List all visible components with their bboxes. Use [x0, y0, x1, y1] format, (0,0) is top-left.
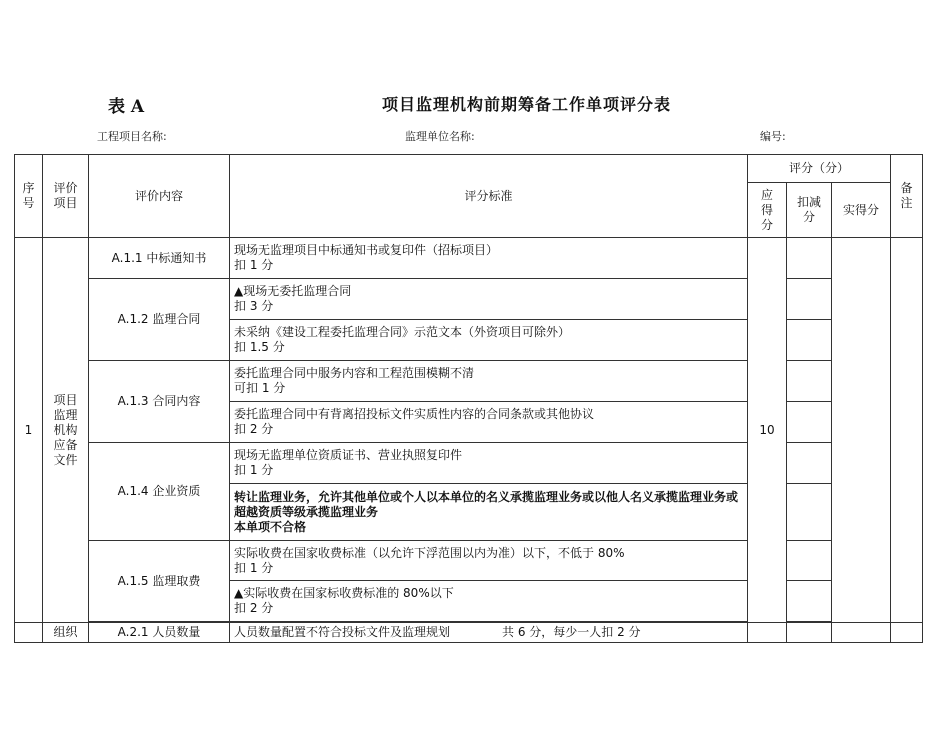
table-row	[15, 623, 923, 643]
supervisor-name-label: 监理单位名称:	[405, 130, 475, 143]
should-score-cell: 10	[748, 238, 787, 623]
col-eval-content: 评价内容	[89, 155, 230, 238]
title-row	[0, 92, 950, 118]
deduct-cell	[787, 402, 832, 443]
deduct-cell	[787, 541, 832, 581]
project-name-label: 工程项目名称:	[97, 130, 167, 143]
item-a13: A.1.3 合同内容	[89, 361, 230, 443]
deduct-cell	[787, 320, 832, 361]
group-cell: 组织	[43, 623, 89, 643]
col-deduct: 扣减分	[787, 183, 832, 238]
deduct-cell	[787, 238, 832, 279]
col-remark: 备注	[891, 155, 923, 238]
table-row	[15, 279, 923, 320]
item-a14: A.1.4 企业资质	[89, 443, 230, 541]
actual-cell	[832, 238, 891, 623]
criteria-cell: 现场无监理单位资质证书、营业执照复印件 扣 1 分	[230, 443, 748, 484]
criteria-cell: 实际收费在国家收费标准（以允许下浮范围以内为准）以下，不低于 80% 扣 1 分	[230, 541, 748, 581]
criteria-cell: 转让监理业务，允许其他单位或个人以本单位的名义承揽监理业务或以他人名义承揽监理业务或超越资质等级承揽监理业务 本单项不合格	[230, 484, 748, 541]
seq-cell	[15, 623, 43, 643]
deduct-cell	[787, 279, 832, 320]
col-should-score: 应得分	[748, 183, 787, 238]
header-row-1	[15, 155, 923, 183]
table-row	[15, 238, 923, 279]
col-criteria: 评分标准	[230, 155, 748, 238]
actual-cell	[832, 623, 891, 643]
remark-cell	[891, 623, 923, 643]
deduct-cell	[787, 623, 832, 643]
seq-cell: 1	[15, 238, 43, 623]
criteria-cell: 现场无监理项目中标通知书或复印件（招标项目） 扣 1 分	[230, 238, 748, 279]
table-row	[15, 361, 923, 402]
item-a15: A.1.5 监理取费	[89, 541, 230, 622]
deduct-cell	[787, 581, 832, 622]
criteria-cell: ▲现场无委托监理合同 扣 3 分	[230, 279, 748, 320]
page-title: 项目监理机构前期筹备工作单项评分表	[382, 95, 672, 114]
remark-cell	[891, 238, 923, 623]
criteria-cell: 人员数量配置不符合投标文件及监理规划 共 6 分，每少一人扣 2 分	[230, 623, 748, 643]
score-table	[14, 154, 923, 643]
criteria-cell: 委托监理合同中服务内容和工程范围模糊不清 可扣 1 分	[230, 361, 748, 402]
col-eval-item: 评价项目	[43, 155, 89, 238]
group-cell: 项目监理机构应备文件	[43, 238, 89, 623]
table-row	[15, 541, 923, 581]
deduct-cell	[787, 361, 832, 402]
col-actual: 实得分	[832, 183, 891, 238]
serial-label: 编号:	[760, 130, 786, 143]
deduct-cell	[787, 443, 832, 484]
should-score-cell	[748, 623, 787, 643]
criteria-cell: 委托监理合同中有背离招投标文件实质性内容的合同条款或其他协议 扣 2 分	[230, 402, 748, 443]
item-a12: A.1.2 监理合同	[89, 279, 230, 361]
criteria-cell: 未采纳《建设工程委托监理合同》示范文本（外资项目可除外） 扣 1.5 分	[230, 320, 748, 361]
criteria-cell: ▲实际收费在国家标收费标准的 80%以下 扣 2 分	[230, 581, 748, 622]
table-label: 表 A	[108, 97, 145, 117]
item-a11: A.1.1 中标通知书	[89, 238, 230, 279]
deduct-cell	[787, 484, 832, 541]
item-a21: A.2.1 人员数量	[89, 623, 230, 643]
col-score-group: 评分（分）	[748, 155, 891, 183]
col-seq: 序号	[15, 155, 43, 238]
table-row	[15, 443, 923, 484]
